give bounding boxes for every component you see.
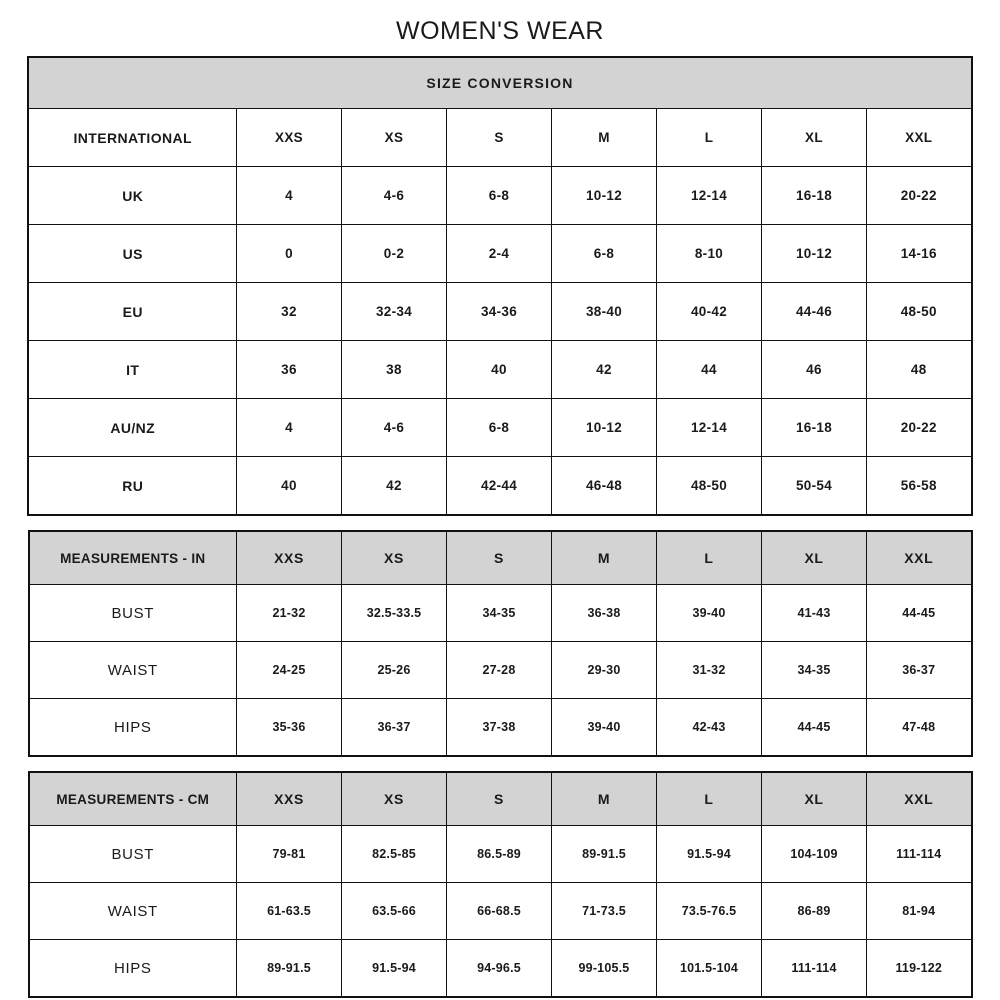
row-label: HIPS <box>29 699 237 757</box>
measurements-cm-table <box>28 771 973 998</box>
table-cell: 101.5-104 <box>657 940 762 998</box>
header-s: S <box>447 772 552 826</box>
header-s: S <box>447 531 552 585</box>
table-cell: 38 <box>341 341 446 399</box>
table-cell: 36-37 <box>867 642 972 699</box>
row-label: RU <box>28 457 236 516</box>
size-conversion-table <box>27 56 972 516</box>
table-row <box>29 642 972 699</box>
table-cell: 42 <box>341 457 446 516</box>
table-cell: 14-16 <box>866 225 971 283</box>
table-row <box>29 883 972 940</box>
table-cell: 44-45 <box>867 585 972 642</box>
table-cell: 46-48 <box>551 457 656 516</box>
table-cell: 44-46 <box>761 283 866 341</box>
table-cell: 34-35 <box>447 585 552 642</box>
table-cell: 40 <box>446 341 551 399</box>
size-conversion-banner-row <box>28 57 971 109</box>
table-row <box>29 585 972 642</box>
header-xs: XS <box>342 531 447 585</box>
table-cell: 6-8 <box>551 225 656 283</box>
table-row <box>28 283 971 341</box>
table-cell: 82.5-85 <box>342 826 447 883</box>
table-cell: 12-14 <box>656 167 761 225</box>
table-cell: 86.5-89 <box>447 826 552 883</box>
header-s: S <box>446 109 551 167</box>
table-cell: 4 <box>236 399 341 457</box>
table-cell: 32 <box>236 283 341 341</box>
row-label: EU <box>28 283 236 341</box>
table-cell: 39-40 <box>552 699 657 757</box>
table-row <box>29 940 972 998</box>
header-international: INTERNATIONAL <box>28 109 236 167</box>
row-label: AU/NZ <box>28 399 236 457</box>
table-cell: 25-26 <box>342 642 447 699</box>
table-cell: 73.5-76.5 <box>657 883 762 940</box>
table-cell: 16-18 <box>761 399 866 457</box>
header-xxs: XXS <box>237 531 342 585</box>
table-cell: 48 <box>866 341 971 399</box>
table-cell: 16-18 <box>761 167 866 225</box>
table-row <box>28 225 971 283</box>
table-cell: 8-10 <box>656 225 761 283</box>
header-m: M <box>552 772 657 826</box>
table-cell: 21-32 <box>237 585 342 642</box>
table-cell: 4-6 <box>341 167 446 225</box>
table-cell: 31-32 <box>657 642 762 699</box>
table-cell: 48-50 <box>866 283 971 341</box>
header-l: L <box>656 109 761 167</box>
table-cell: 44 <box>656 341 761 399</box>
table-cell: 39-40 <box>657 585 762 642</box>
table-cell: 71-73.5 <box>552 883 657 940</box>
table-cell: 61-63.5 <box>237 883 342 940</box>
header-m: M <box>552 531 657 585</box>
measurements-in-table <box>28 530 973 757</box>
table-cell: 34-35 <box>762 642 867 699</box>
table-cell: 66-68.5 <box>447 883 552 940</box>
table-cell: 48-50 <box>656 457 761 516</box>
table-cell: 42-43 <box>657 699 762 757</box>
row-label: HIPS <box>29 940 237 998</box>
table-cell: 41-43 <box>762 585 867 642</box>
table-cell: 86-89 <box>762 883 867 940</box>
table-cell: 36-38 <box>552 585 657 642</box>
size-conversion-header-row <box>28 109 971 167</box>
table-cell: 42 <box>551 341 656 399</box>
table-cell: 99-105.5 <box>552 940 657 998</box>
table-cell: 56-58 <box>866 457 971 516</box>
table-row <box>29 826 972 883</box>
table-cell: 91.5-94 <box>342 940 447 998</box>
header-xxs: XXS <box>237 772 342 826</box>
table-cell: 104-109 <box>762 826 867 883</box>
table-cell: 6-8 <box>446 167 551 225</box>
row-label: US <box>28 225 236 283</box>
row-label: IT <box>28 341 236 399</box>
table-cell: 36 <box>236 341 341 399</box>
table-cell: 29-30 <box>552 642 657 699</box>
measurements-cm-header-row <box>29 772 972 826</box>
table-cell: 40 <box>236 457 341 516</box>
table-cell: 119-122 <box>867 940 972 998</box>
table-cell: 44-45 <box>762 699 867 757</box>
table-cell: 0-2 <box>341 225 446 283</box>
header-xxl: XXL <box>867 531 972 585</box>
header-xxl: XXL <box>866 109 971 167</box>
header-measurements-in: MEASUREMENTS - IN <box>29 531 237 585</box>
table-cell: 4-6 <box>341 399 446 457</box>
row-label: WAIST <box>29 883 237 940</box>
table-cell: 37-38 <box>447 699 552 757</box>
header-xl: XL <box>762 772 867 826</box>
row-label: BUST <box>29 826 237 883</box>
table-cell: 89-91.5 <box>552 826 657 883</box>
header-xxs: XXS <box>236 109 341 167</box>
table-row <box>28 167 971 225</box>
header-xxl: XXL <box>867 772 972 826</box>
table-cell: 91.5-94 <box>657 826 762 883</box>
table-cell: 81-94 <box>867 883 972 940</box>
header-xl: XL <box>762 531 867 585</box>
table-cell: 0 <box>236 225 341 283</box>
header-xs: XS <box>342 772 447 826</box>
table-cell: 89-91.5 <box>237 940 342 998</box>
row-label: UK <box>28 167 236 225</box>
table-cell: 111-114 <box>867 826 972 883</box>
table-cell: 32.5-33.5 <box>342 585 447 642</box>
table-cell: 20-22 <box>866 399 971 457</box>
table-cell: 46 <box>761 341 866 399</box>
row-label: WAIST <box>29 642 237 699</box>
table-row <box>28 341 971 399</box>
table-cell: 2-4 <box>446 225 551 283</box>
table-cell: 94-96.5 <box>447 940 552 998</box>
table-cell: 12-14 <box>656 399 761 457</box>
table-cell: 38-40 <box>551 283 656 341</box>
table-row <box>29 699 972 757</box>
header-xs: XS <box>341 109 446 167</box>
table-cell: 6-8 <box>446 399 551 457</box>
table-cell: 63.5-66 <box>342 883 447 940</box>
size-conversion-banner: SIZE CONVERSION <box>28 57 971 109</box>
table-cell: 10-12 <box>551 399 656 457</box>
table-row <box>28 399 971 457</box>
table-cell: 35-36 <box>237 699 342 757</box>
table-cell: 42-44 <box>446 457 551 516</box>
table-cell: 27-28 <box>447 642 552 699</box>
page-title: WOMEN'S WEAR <box>396 17 604 45</box>
row-label: BUST <box>29 585 237 642</box>
table-cell: 34-36 <box>446 283 551 341</box>
table-cell: 111-114 <box>762 940 867 998</box>
header-xl: XL <box>761 109 866 167</box>
header-m: M <box>551 109 656 167</box>
header-l: L <box>657 531 762 585</box>
table-cell: 50-54 <box>761 457 866 516</box>
header-l: L <box>657 772 762 826</box>
table-cell: 47-48 <box>867 699 972 757</box>
table-cell: 20-22 <box>866 167 971 225</box>
table-cell: 36-37 <box>342 699 447 757</box>
header-measurements-cm: MEASUREMENTS - CM <box>29 772 237 826</box>
table-cell: 10-12 <box>551 167 656 225</box>
table-cell: 4 <box>236 167 341 225</box>
table-cell: 32-34 <box>341 283 446 341</box>
table-cell: 40-42 <box>656 283 761 341</box>
table-cell: 10-12 <box>761 225 866 283</box>
measurements-in-header-row <box>29 531 972 585</box>
table-cell: 24-25 <box>237 642 342 699</box>
table-row <box>28 457 971 516</box>
table-cell: 79-81 <box>237 826 342 883</box>
